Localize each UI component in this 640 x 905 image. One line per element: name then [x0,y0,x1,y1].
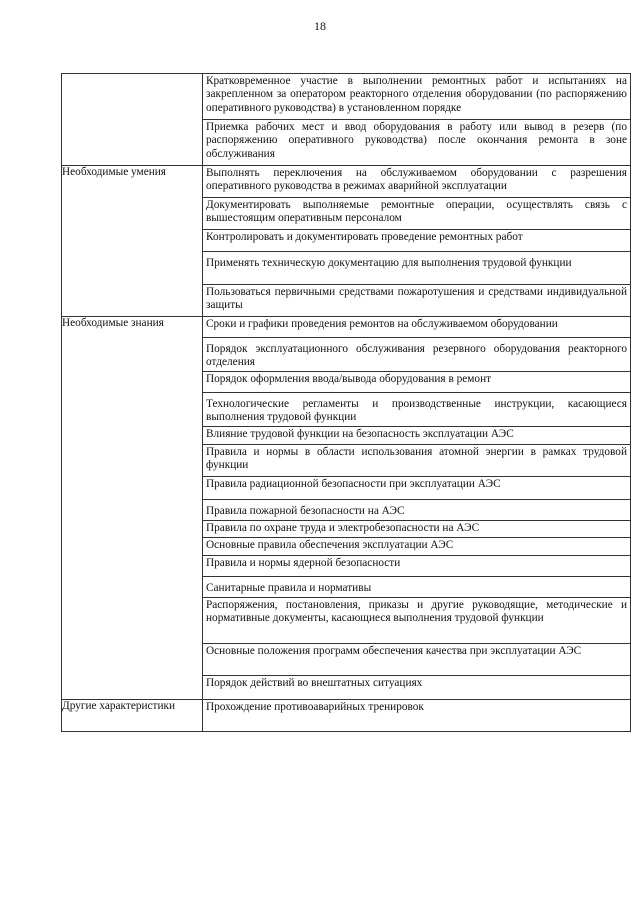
table-cell-text: Прохождение противоаварийных тренировок [206,701,424,713]
table-cell-text: Распоряжения, постановления, приказы и другие руководящие, методические и нормативные документы, касающиеся выполнения трудовой функции [203,598,630,644]
table-cell-text: Влияние трудовой функции на безопасность эксплуатации АЭС [203,427,630,445]
row-items [203,166,631,317]
other-characteristics-label: Другие характеристики [62,700,203,732]
table-cell-text: Правила и нормы ядерной безопасности [203,556,630,577]
table-cell-text: Кратковременное участие в выполнении ремонтных работ и испытаниях на закрепленном за оператором реакторного отделения оборудовании (по распоряжению оперативного руководства) в установленном порядке [203,74,630,120]
table-cell-text: Правила по охране труда и электробезопасности на АЭС [203,521,630,538]
other-characteristics-row [62,700,631,732]
labor-actions-row [62,74,631,166]
table-cell-text: Пользоваться первичными средствами пожаротушения и средствами индивидуальной защиты [206,286,627,312]
table-cell-text: Правила радиационной безопасности при эксплуатации АЭС [203,477,630,500]
competency-table [61,73,631,732]
table-cell-text: Приемка рабочих мест и ввод оборудования в работу или вывод в резерв (по распоряжению оперативного руководства) после окончания ремонта в зоне обслуживания [206,121,627,160]
table-cell-text: Технологические регламенты и производственные инструкции, касающиеся выполнения трудовой функции [203,393,630,427]
required-knowledge-label: Необходимые знания [62,317,203,700]
page-number: 18 [314,19,326,33]
row-items [203,317,631,700]
table-cell-text: Применять техническую документацию для выполнения трудовой функции [203,252,630,285]
table-cell-text: Основные положения программ обеспечения качества при эксплуатации АЭС [203,644,630,676]
table-cell-text: Выполнять переключения на обслуживаемом оборудовании с разрешения оперативного руководства в режимах аварийной эксплуатации [203,166,630,198]
table-cell-text: Порядок оформления ввода/вывода оборудования в ремонт [203,372,630,393]
table-cell-text: Санитарные правила и нормативы [203,577,630,598]
table-cell-text: Основные правила обеспечения эксплуатации АЭС [203,538,630,556]
required-skills-row [62,166,631,317]
row-items [203,74,631,166]
table-cell-text: Порядок эксплуатационного обслуживания резервного оборудования реакторного отделения [203,338,630,372]
table-cell-text: Документировать выполняемые ремонтные операции, осуществлять связь с вышестоящим оперативным персоналом [203,198,630,230]
row-items [203,700,631,732]
table-cell-text: Правила и нормы в области использования атомной энергии в рамках трудовой функции [203,445,630,477]
table-cell-text: Порядок действий во внештатных ситуациях [206,677,423,689]
table-cell-text: Правила пожарной безопасности на АЭС [203,500,630,521]
required-skills-label: Необходимые умения [62,166,203,317]
required-knowledge-row [62,317,631,700]
row-label-empty [62,74,203,166]
table-cell-text: Контролировать и документировать проведение ремонтных работ [203,230,630,252]
table-cell-text: Сроки и графики проведения ремонтов на обслуживаемом оборудовании [203,317,630,338]
